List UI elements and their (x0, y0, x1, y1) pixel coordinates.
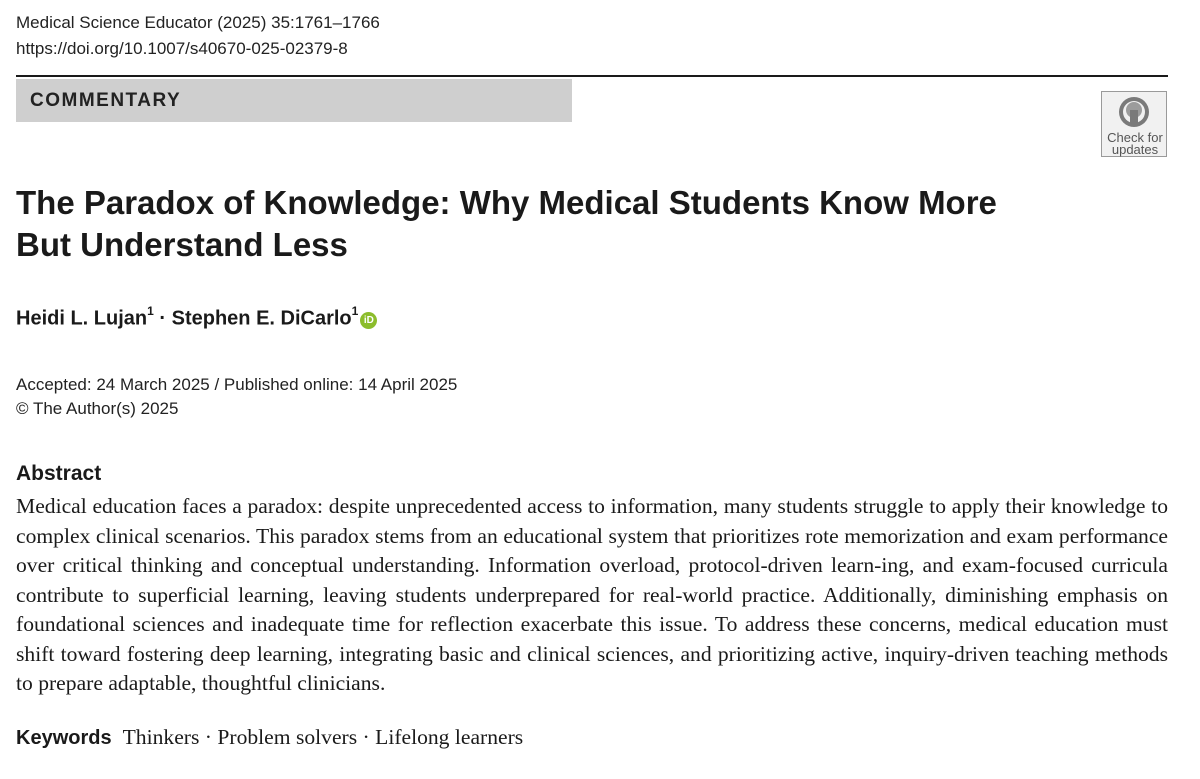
publication-dates: Accepted: 24 March 2025 / Published online: 14 April 2025 (16, 375, 458, 394)
affiliation-marker: 1 (147, 304, 154, 318)
affiliation-marker: 1 (351, 304, 359, 318)
journal-citation: Medical Science Educator (2025) 35:1761–1766 (16, 13, 380, 32)
keyword: Problem solvers (217, 725, 358, 749)
keywords-label: Keywords (16, 727, 112, 749)
keyword-separator: · (199, 725, 218, 749)
keyword: Thinkers (122, 725, 200, 749)
keywords-line (16, 725, 523, 750)
author-name[interactable]: Stephen E. DiCarlo (171, 307, 352, 330)
check-for-updates-icon (1118, 96, 1150, 128)
author-separator: · (159, 307, 167, 330)
header-rule (16, 75, 1168, 77)
abstract-heading: Abstract (16, 462, 102, 485)
section-label: COMMENTARY (30, 90, 182, 111)
abstract-text: Medical education faces a paradox: despite unprecedented access to information, many students struggle to apply their knowledge to complex clinical scenarios. This paradox stems from an educational system that prioritizes rote memorization and exam performance over critical thinking and conceptual understanding. Information overload, protocol-driven learn-ing, and exam-focused curricula contribute to superficial learning, leaving students underprepared for real-world practice. Additionally, diminishing emphasis on foundational sciences and inadequate time for reflection exacerbate this issue. To address these concerns, medical education must shift toward fostering deep learning, integrating basic and clinical sciences, and prioritizing active, inquiry-driven teaching methods to prepare adaptable, thoughtful clinicians. (16, 494, 1168, 695)
author-name[interactable]: Heidi L. Lujan (16, 307, 148, 330)
badge-line-2: updates (1111, 142, 1159, 157)
copyright-line: © The Author(s) 2025 (16, 399, 179, 418)
check-for-updates-badge[interactable] (1101, 91, 1167, 157)
article-title: The Paradox of Knowledge: Why Medical Students Know More But Understand Less (16, 184, 997, 263)
keyword: Lifelong learners (375, 725, 524, 749)
badge-line-1: Check for (1107, 130, 1163, 145)
author-list (16, 306, 377, 331)
doi-link[interactable]: https://doi.org/10.1007/s40670-025-02379-8 (16, 39, 348, 58)
keyword-separator: · (357, 725, 376, 749)
orcid-icon[interactable]: iD (360, 312, 377, 329)
